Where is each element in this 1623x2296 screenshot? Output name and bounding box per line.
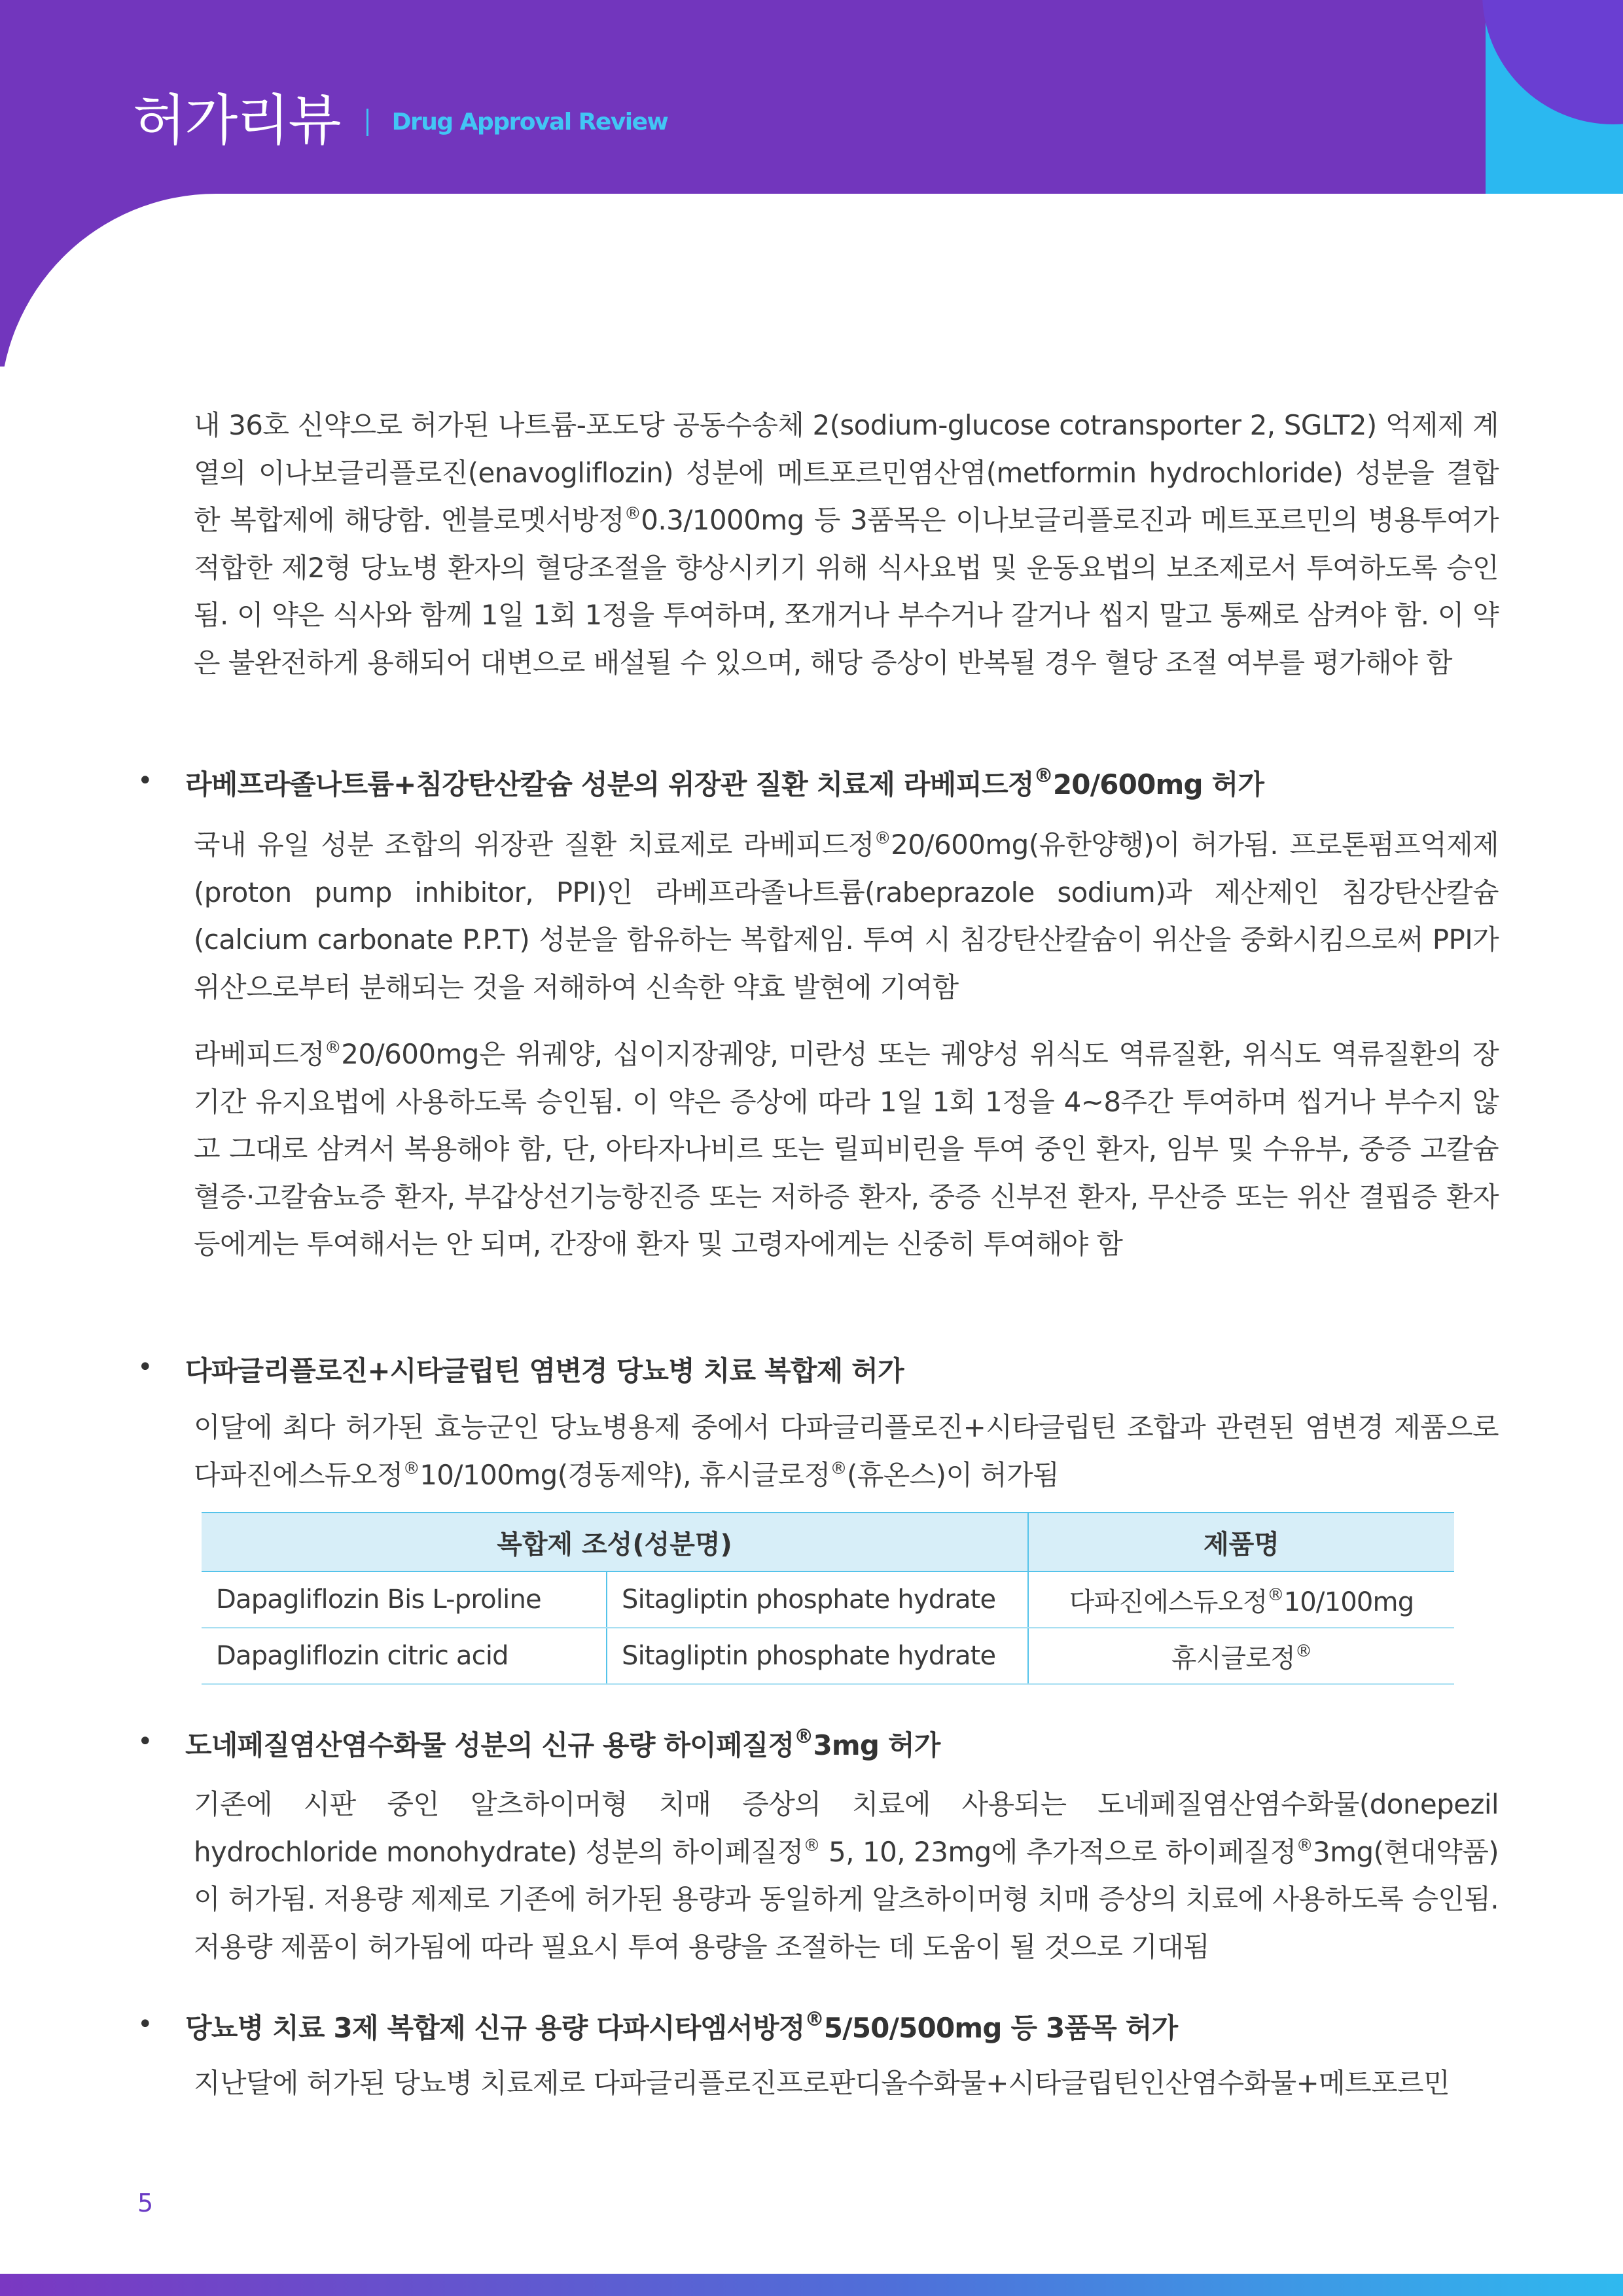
table-cell-component-1: Dapagliflozin Bis L-proline: [202, 1571, 607, 1628]
intro-paragraph: 내 36호 신약으로 허가된 나트륨-포도당 공동수송체 2(sodium-glucose cotransporter 2, SGLT2) 억제제 계열의 이나보글리플로진(enavogliflozin) 성분에 메트포르민염산염(metformin hydrochloride) 성분을 결합한 복합제에 해당함. 엔블로멧서방정®0.3/1000mg 등 3품목은 이나보글리플로진과 메트포르민의 병용투여가 적합한 제2형 당뇨병 환자의 혈당조절을 향상시키기 위해 식사요법 및 운동요법의 보조제로서 투여하도록 승인됨. 이 약은 식사와 함께 1일 1회 1정을 투여하며, 쪼개거나 부수거나 갈거나 씹지 말고 통째로 삼켜야 함. 이 약은 불완전하게 용해되어 대변으로 배설될 수 있으며, 해당 증상이 반복될 경우 혈당 조절 여부를 평가해야 함: [194, 409, 1499, 679]
bullet-icon: •: [137, 1352, 153, 1382]
dapasita-paragraph: 지난달에 허가된 당뇨병 치료제로 다파글리플로진프로판디올수화물+시타글립틴인산염수화물+메트포르민: [194, 2067, 1450, 2099]
header-title-english: Drug Approval Review: [391, 108, 668, 135]
table-header-composition: 복합제 조성(성분명): [202, 1513, 1028, 1571]
page-number: 5: [137, 2189, 154, 2217]
footer-gradient-bar: [0, 2274, 1623, 2296]
bullet-icon: •: [137, 2009, 153, 2039]
header-title-korean: 허가리뷰: [133, 88, 340, 152]
bullet-icon: •: [137, 1727, 153, 1757]
table-header-product: 제품명: [1028, 1513, 1454, 1571]
table-cell-product: 다파진에스듀오정®10/100mg: [1028, 1571, 1454, 1628]
section-heading-rabepid: 라베프라졸나트륨+침강탄산칼슘 성분의 위장관 질환 치료제 라베피드정®20/600mg 허가: [185, 764, 1264, 800]
dapagliflozin-paragraph: 이달에 최다 허가된 효능군인 당뇨병용제 중에서 다파글리플로진+시타글립틴 조합과 관련된 염변경 제품으로 다파진에스듀오정®10/100mg(경동제약), 휴시글로정®(휴온스)이 허가됨: [194, 1411, 1499, 1491]
header-title: [133, 80, 668, 152]
table-header-row: [202, 1513, 1454, 1571]
hypezil-paragraph: 기존에 시판 중인 알츠하이머형 치매 증상의 치료에 사용되는 도네페질염산염수화물(donepezil hydrochloride monohydrate) 성분의 하이페질정® 5, 10, 23mg에 추가적으로 하이페질정®3mg(현대약품)이 허가됨. 저용량 제제로 기존에 허가된 용량과 동일하게 알츠하이머형 치매 증상의 치료에 사용하도록 승인됨. 저용량 제품이 허가됨에 따라 필요시 투여 용량을 조절하는 데 도움이 될 것으로 기대됨: [194, 1788, 1499, 1963]
table-row: [202, 1571, 1454, 1628]
composition-table: [202, 1512, 1454, 1685]
table-cell-component-2: Sitagliptin phosphate hydrate: [607, 1628, 1028, 1684]
table-cell-product: 휴시글로정®: [1028, 1628, 1454, 1684]
table-cell-component-1: Dapagliflozin citric acid: [202, 1628, 607, 1684]
bullet-icon: •: [137, 766, 153, 796]
table-row: [202, 1628, 1454, 1684]
table-cell-component-2: Sitagliptin phosphate hydrate: [607, 1571, 1028, 1628]
section-heading-dapagliflozin-sitagliptin: 다파글리플로진+시타글립틴 염변경 당뇨병 치료 복합제 허가: [185, 1355, 904, 1387]
header-separator: [366, 109, 368, 136]
section-heading-hypezil: 도네페질염산염수화물 성분의 신규 용량 하이페질정®3mg 허가: [185, 1725, 940, 1761]
section-heading-dapasita: 당뇨병 치료 3제 복합제 신규 용량 다파시타엠서방정®5/50/500mg 등 3품목 허가: [185, 2008, 1178, 2044]
rabepid-paragraph-1: 국내 유일 성분 조합의 위장관 질환 치료제로 라베피드정®20/600mg(유한양행)이 허가됨. 프로톤펌프억제제(proton pump inhibitor, PPI)인 라베프라졸나트륨(rabeprazole sodium)과 제산제인 침강탄산칼슘(calcium carbonate P.P.T) 성분을 함유하는 복합제임. 투여 시 침강탄산칼슘이 위산을 중화시킴으로써 PPI가 위산으로부터 분해되는 것을 저해하여 신속한 약효 발현에 기여함: [194, 829, 1499, 1003]
rabepid-paragraph-2: 라베피드정®20/600mg은 위궤양, 십이지장궤양, 미란성 또는 궤양성 위식도 역류질환, 위식도 역류질환의 장기간 유지요법에 사용하도록 승인됨. 이 약은 증상에 따라 1일 1회 1정을 4~8주간 투여하며 씹거나 부수지 않고 그대로 삼켜서 복용해야 함, 단, 아타자나비르 또는 릴피비린을 투여 중인 환자, 임부 및 수유부, 중증 고칼슘혈증·고칼슘뇨증 환자, 부갑상선기능항진증 또는 저하증 환자, 중증 신부전 환자, 무산증 또는 위산 결핍증 환자 등에게는 투여해서는 안 되며, 간장애 환자 및 고령자에게는 신중히 투여해야 함: [194, 1038, 1499, 1260]
